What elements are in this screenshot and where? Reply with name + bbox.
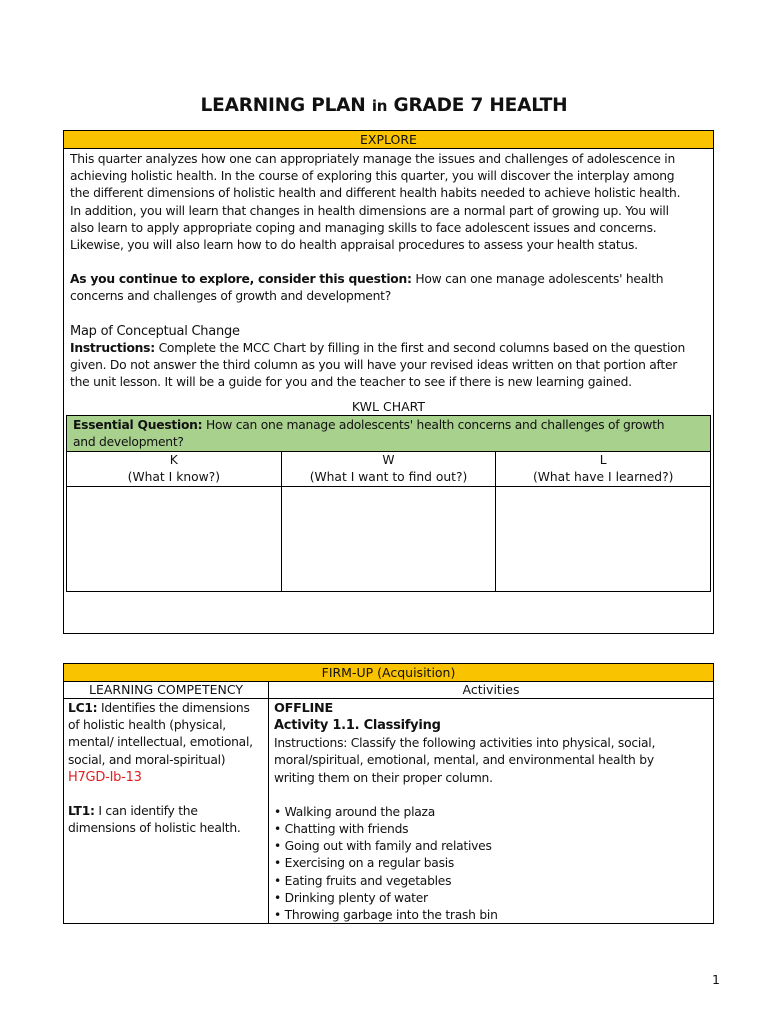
firmup-header: FIRM-UP (Acquisition) bbox=[64, 664, 713, 682]
essential-question bbox=[67, 416, 710, 452]
kwl-col-k bbox=[67, 452, 282, 487]
intro-line: In addition, you will learn that changes in health dimensions are a normal part of growing up. You will bbox=[70, 203, 669, 218]
instructions-label: Instructions: bbox=[70, 340, 155, 355]
activities-header: Activities bbox=[462, 682, 520, 697]
competency-header: LEARNING COMPETENCY bbox=[64, 682, 269, 698]
explore-header: EXPLORE bbox=[64, 131, 713, 149]
firmup-body bbox=[64, 699, 713, 923]
mcc-title: Map of Conceptual Change bbox=[70, 323, 240, 339]
instructions-line: Complete the MCC Chart by filling in the first and second columns based on the question bbox=[154, 340, 685, 355]
title-part2: in bbox=[371, 97, 388, 115]
intro-line: the different dimensions of holistic health and different health habits needed to achieve holistic health. bbox=[70, 186, 681, 201]
kwl-header-row bbox=[67, 452, 710, 487]
explore-body bbox=[64, 149, 713, 391]
lc-line: of holistic health (physical, bbox=[68, 718, 226, 733]
mode-label: OFFLINE bbox=[274, 701, 333, 716]
list-item: • Throwing garbage into the trash bin bbox=[274, 907, 708, 924]
list-item: • Going out with family and relatives bbox=[274, 838, 708, 855]
lc-text: Identifies the dimensions bbox=[97, 701, 250, 715]
kwl-col-l bbox=[496, 452, 710, 487]
firmup-section bbox=[63, 663, 714, 924]
lt-text: I can identify the bbox=[94, 804, 198, 819]
activity-instruction-line: Instructions: Classify the following activities into physical, social, bbox=[274, 736, 656, 751]
list-item: • Chatting with friends bbox=[274, 821, 708, 838]
activity-title: Activity 1.1. Classifying bbox=[274, 718, 441, 734]
kwl-desc: (What have I learned?) bbox=[532, 469, 674, 484]
question-label: As you continue to explore, consider this question: bbox=[70, 272, 412, 287]
kwl-answer-k[interactable] bbox=[67, 487, 282, 591]
kwl-answer-row bbox=[67, 487, 710, 591]
kwl-answer-l[interactable] bbox=[496, 487, 710, 591]
explore-question bbox=[70, 271, 707, 288]
activity-instruction-line: writing them on their proper column. bbox=[274, 770, 493, 785]
page-number: 1 bbox=[712, 972, 720, 987]
lc-label: LC1: bbox=[68, 701, 98, 715]
intro-line: Likewise, you will also learn how to do health appraisal procedures to assess your health status. bbox=[70, 238, 638, 253]
explore-section bbox=[63, 130, 714, 634]
eq-label: Essential Question: bbox=[73, 418, 203, 433]
kwl-letter: W bbox=[382, 453, 395, 468]
mcc-instructions bbox=[70, 340, 707, 357]
title-part3: GRADE 7 HEALTH bbox=[387, 95, 568, 116]
title-part1: LEARNING PLAN bbox=[200, 95, 372, 116]
kwl-letter: L bbox=[599, 453, 607, 468]
competency-code: H7GD-Ib-13 bbox=[68, 769, 142, 785]
intro-line: also learn to apply appropriate coping and managing skills to face adolescent issues and concerns. bbox=[70, 220, 657, 235]
lc-line: social, and moral-spiritual) bbox=[68, 752, 226, 767]
kwl-letter: K bbox=[169, 453, 178, 468]
page-title bbox=[0, 95, 768, 116]
list-item: • Drinking plenty of water bbox=[274, 890, 708, 907]
list-item: • Walking around the plaza bbox=[274, 804, 708, 821]
list-item: • Exercising on a regular basis bbox=[274, 855, 708, 872]
eq-text-cont: and development? bbox=[73, 434, 184, 449]
lt-line bbox=[68, 803, 264, 820]
lt-label: LT1: bbox=[68, 804, 95, 819]
kwl-title: KWL CHART bbox=[351, 399, 426, 415]
explore-question-cont: concerns and challenges of growth and development? bbox=[70, 289, 392, 304]
kwl-answer-w[interactable] bbox=[282, 487, 497, 591]
lc-line: mental/ intellectual, emotional, bbox=[68, 735, 253, 750]
question-text: How can one manage adolescents' health bbox=[411, 272, 664, 287]
intro-line: This quarter analyzes how one can appropriately manage the issues and challenges of adolescence in bbox=[70, 152, 676, 166]
kwl-chart bbox=[66, 415, 711, 592]
lt-line: dimensions of holistic health. bbox=[68, 821, 241, 836]
lc-line bbox=[68, 700, 264, 717]
activity-instruction-line: moral/spiritual, emotional, mental, and environmental health by bbox=[274, 753, 654, 768]
list-item: • Eating fruits and vegetables bbox=[274, 873, 708, 890]
instructions-line: the unit lesson. It will be a guide for you and the teacher to see if there is new learning gained. bbox=[70, 375, 632, 390]
competency-cell bbox=[64, 699, 269, 923]
activities-cell bbox=[269, 699, 713, 923]
kwl-desc: (What I know?) bbox=[127, 469, 221, 484]
kwl-desc: (What I want to find out?) bbox=[309, 469, 468, 484]
intro-line: achieving holistic health. In the course of exploring this quarter, you will discover the interplay among bbox=[70, 169, 675, 184]
instructions-line: given. Do not answer the third column as you will have your revised ideas written on that portion after bbox=[70, 358, 678, 373]
firmup-column-headers bbox=[64, 682, 713, 699]
eq-text: How can one manage adolescents' health concerns and challenges of growth bbox=[202, 418, 665, 433]
kwl-col-w bbox=[282, 452, 497, 487]
